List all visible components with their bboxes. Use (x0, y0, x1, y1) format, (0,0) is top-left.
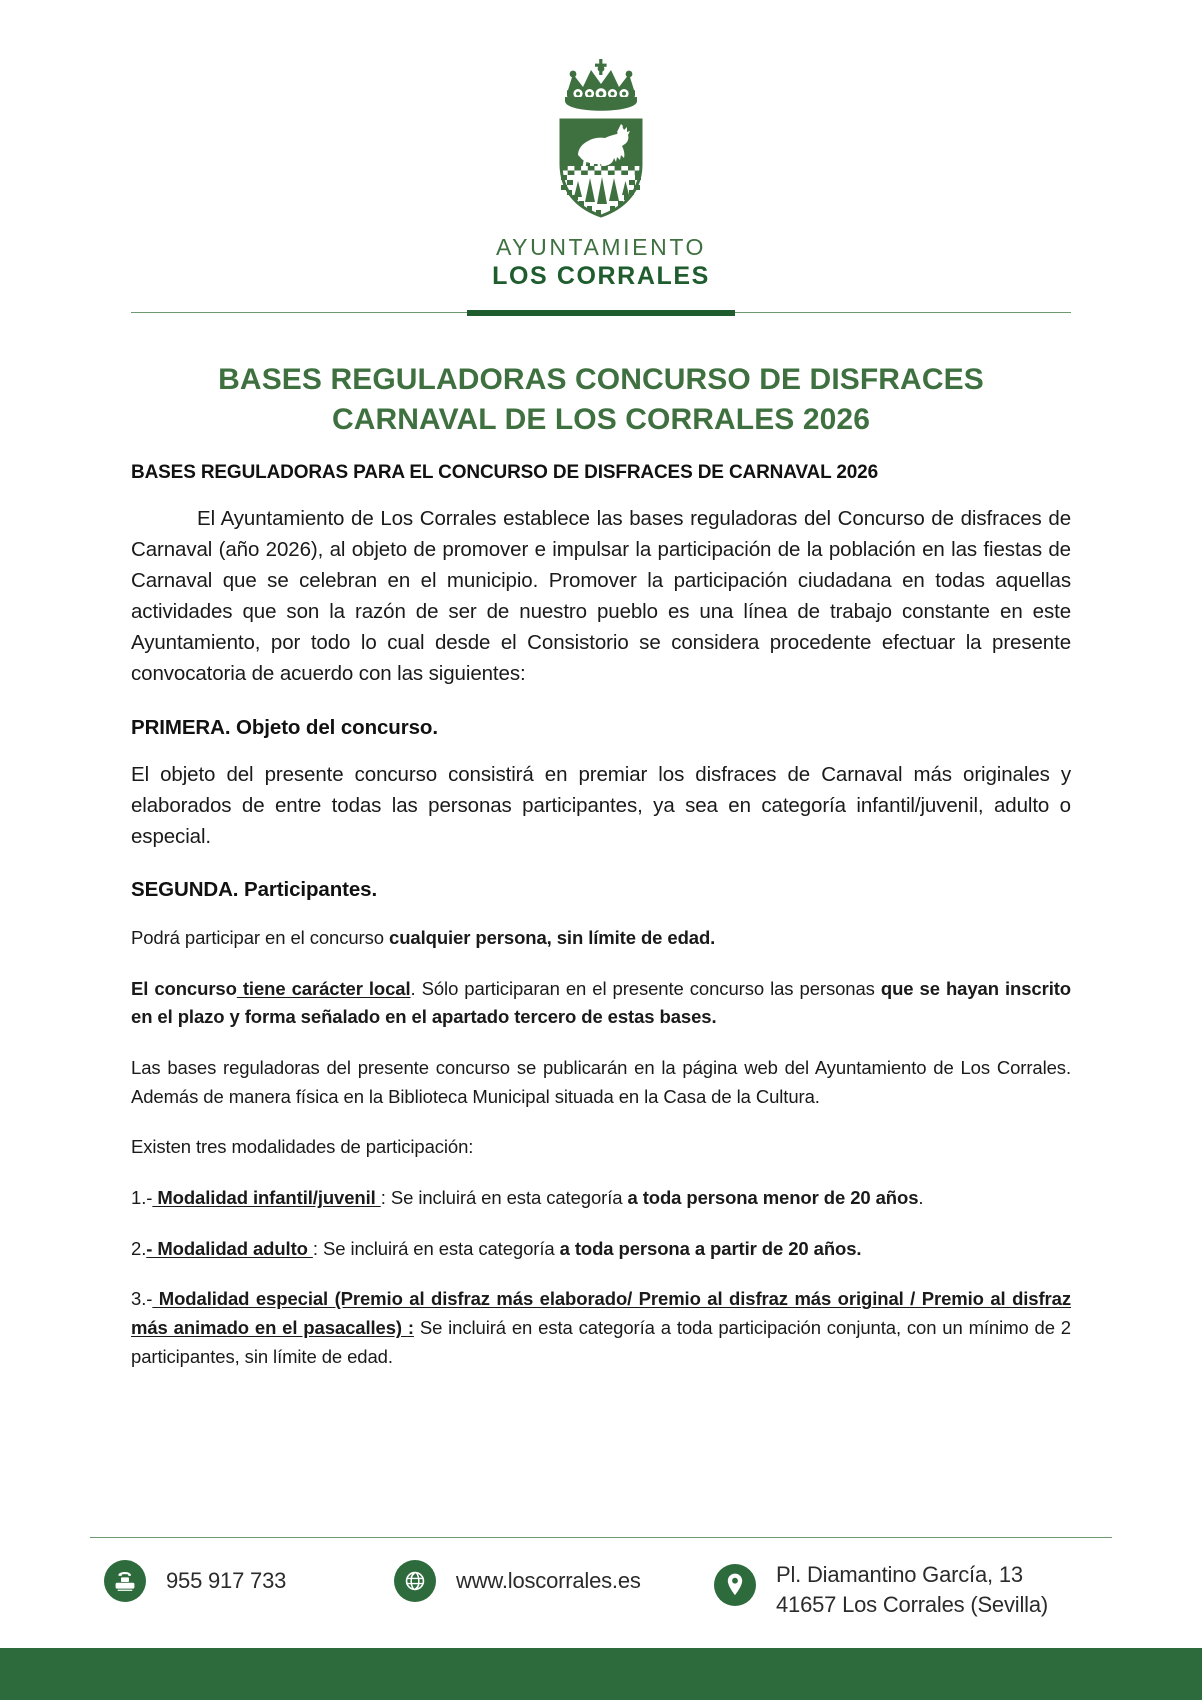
page-title-line2: CARNAVAL DE LOS CORRALES 2026 (332, 402, 870, 436)
org-name-line1: AYUNTAMIENTO (495, 234, 707, 260)
document-subheading: BASES REGULADORAS PARA EL CONCURSO DE DISFRACES DE CARNAVAL 2026 (131, 461, 878, 483)
globe-icon (394, 1560, 436, 1602)
modality-1-end: . (918, 1187, 924, 1209)
local-scope-bold-lead: El concurso (131, 977, 237, 999)
footer-phone-text: 955 917 733 (166, 1568, 287, 1594)
modality-1-colon: : (380, 1187, 386, 1209)
section-heading-segunda: SEGUNDA. Participantes. (131, 878, 378, 902)
footer-phone[interactable] (104, 1560, 394, 1602)
modality-2-label: - Modalidad adulto (146, 1237, 313, 1259)
footer-website-text: www.loscorrales.es (456, 1568, 641, 1594)
coat-of-arms-icon (521, 54, 681, 229)
local-scope-bold-tail: que se hayan inscrito en el plazo y forma señalado en el apartado tercero de estas bases. (131, 977, 1071, 1028)
participants-age-paragraph (131, 924, 1071, 953)
modality-1-label: Modalidad infantil/juvenil (152, 1187, 381, 1209)
modality-2-bold-tail: a toda persona a partir de 20 años. (559, 1237, 862, 1259)
page-title (131, 360, 1071, 440)
modality-2-middle: Se incluirá en esta categoría (317, 1237, 560, 1259)
intro-paragraph: El Ayuntamiento de Los Corrales establece las bases reguladoras del Concurso de disfraces de Carnaval (año 2026), al objeto de promover e impulsar la participación de la población en las fiestas de Carnaval que se celebran en el municipio. Promover la participación ciudadana en todas aquellas actividades que son la razón de ser de nuestro pueblo es una línea de trabajo constante en este Ayuntamiento, por todo lo cual desde el Consistorio se considera procedente efectuar la presente convocatoria de acuerdo con las siguientes: (131, 506, 1071, 686)
header-divider (131, 310, 1071, 316)
section-primera-paragraph: El objeto del presente concurso consistirá en premiar los disfraces de Carnaval más originales y elaborados de entre todas las personas participantes, ya sea en categoría infantil/juvenil, adulto o especial. (131, 762, 1071, 848)
local-scope-paragraph (131, 975, 1071, 1032)
org-name-line2: LOS CORRALES (492, 261, 710, 290)
modality-2-number: 2. (131, 1237, 147, 1259)
modality-3-middle: Se incluirá en esta categoría a toda participación conjunta, con un mínimo de 2 participantes, sin límite de edad. (131, 1317, 1071, 1367)
map-pin-icon (714, 1564, 756, 1606)
document-body (131, 316, 1071, 1372)
header-divider-accent (467, 310, 735, 316)
phone-icon (104, 1560, 146, 1602)
modality-item-2 (131, 1235, 1071, 1264)
footer-address-line1: Pl. Diamantino García, 13 (776, 1562, 1023, 1588)
modality-1-bold-tail: a toda persona menor de 20 años (627, 1187, 919, 1209)
footer-bottom-bar (0, 1648, 1202, 1700)
publication-paragraph: Las bases reguladoras del presente concurso se publicarán en la página web del Ayuntamiento de Los Corrales. Además de manera física en la Biblioteca Municipal situada en la Casa de la Cultura. (131, 1057, 1071, 1107)
footer-contact-row (90, 1538, 1112, 1646)
local-scope-underlined: tiene carácter local (236, 977, 411, 999)
modality-1-middle: Se incluirá en esta categoría (385, 1187, 628, 1209)
modality-3-label: Modalidad especial (Premio al disfraz más elaborado/ Premio al disfraz más original / Premio al disfraz más animado en el pasacalles) (131, 1288, 1071, 1339)
modalities-intro: Existen tres modalidades de participación: (131, 1136, 474, 1158)
page-title-line1: BASES REGULADORAS CONCURSO DE DISFRACES (218, 362, 984, 396)
modality-2-colon: : (312, 1237, 318, 1259)
org-wordmark (492, 235, 710, 290)
modality-1-number: 1.- (131, 1187, 153, 1209)
section-heading-primera: PRIMERA. Objeto del concurso. (131, 715, 438, 739)
local-scope-plain: . Sólo participaran en el presente concurso las personas (410, 977, 881, 999)
page-footer (0, 1537, 1202, 1700)
modality-3-colon: : (407, 1317, 414, 1339)
modality-3-number: 3.- (131, 1288, 153, 1310)
footer-address (714, 1560, 1112, 1620)
page-header (0, 0, 1202, 316)
footer-address-text (776, 1560, 1048, 1620)
modality-item-1 (131, 1184, 1071, 1213)
footer-address-line2: 41657 Los Corrales (Sevilla) (776, 1592, 1048, 1618)
participants-age-plain: Podrá participar en el concurso (131, 927, 389, 949)
participants-age-bold: cualquier persona, sin límite de edad. (389, 927, 716, 949)
modality-item-3 (131, 1285, 1071, 1371)
footer-website[interactable] (394, 1560, 714, 1602)
